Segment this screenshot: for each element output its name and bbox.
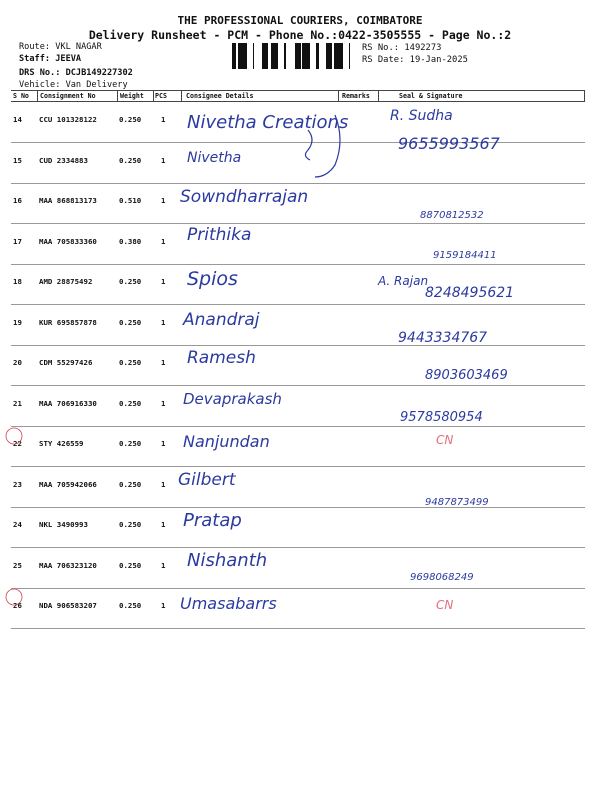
row-sno: 19 [13, 317, 22, 327]
row-weight: 0.250 [119, 520, 142, 529]
row-consignment-no: MAA 706323120 [39, 560, 97, 570]
row-weight: 0.510 [119, 196, 142, 205]
company-title: THE PROFESSIONAL COURIERS, COIMBATORE [177, 14, 423, 27]
row-pcs: 1 [161, 317, 166, 327]
col-consignee: Consignee Details [186, 92, 254, 100]
row-weight: 0.250 [119, 115, 142, 124]
handwritten-signature: R. Sudha [390, 108, 453, 124]
vehicle-label: Vehicle: Van Delivery [19, 80, 128, 90]
row-sno: 26 [13, 601, 22, 610]
row-pcs: 1 [161, 115, 166, 124]
circle-mark-22 [6, 428, 22, 444]
row-consignment-no: NKL 3490993 [39, 520, 88, 529]
row-sno: 23 [13, 479, 22, 489]
brace-mark [305, 130, 312, 160]
handwritten-consignee: Umasabarrs [180, 594, 277, 613]
handwritten-consignee: Spios [187, 268, 238, 290]
handwritten-phone: 9159184411 [433, 250, 497, 261]
handwritten-consignee: Anandraj [183, 310, 260, 330]
row-weight: 0.250 [119, 601, 142, 610]
row-pcs: 1 [161, 155, 166, 165]
handwritten-consignee: Devaprakash [183, 390, 282, 408]
handwritten-phone: 8903603469 [425, 368, 508, 383]
row-consignment-no: STY 426559 [39, 439, 84, 448]
handwritten-cn-mark: CN [436, 598, 454, 612]
row-weight: 0.250 [119, 479, 142, 489]
row-weight: 0.250 [119, 155, 142, 165]
row-weight: 0.250 [119, 317, 142, 327]
row-pcs: 1 [161, 398, 166, 408]
handwritten-phone: 9578580954 [400, 410, 483, 425]
row-consignment-no: MAA 705833360 [39, 236, 97, 246]
row-pcs: 1 [161, 520, 166, 529]
row-consignment-no: CDM 55297426 [39, 358, 93, 367]
drs-label: DRS No.: DCJB149227302 [19, 68, 133, 78]
row-sno: 15 [13, 155, 22, 165]
handwritten-signature: A. Rajan [378, 274, 429, 288]
row-consignment-no: MAA 705942066 [39, 479, 97, 489]
handwritten-consignee: Gilbert [178, 470, 236, 490]
staff-label: Staff: JEEVA [19, 54, 82, 64]
col-consignment: Consignment No [40, 92, 96, 100]
row-pcs: 1 [161, 601, 166, 610]
row-pcs: 1 [161, 479, 166, 489]
handwritten-phone: 9443334767 [398, 330, 488, 346]
handwritten-consignee: Nivetha Creations [187, 112, 349, 133]
row-sno: 24 [13, 520, 22, 529]
row-sno: 22 [13, 439, 22, 448]
row-weight: 0.250 [119, 398, 142, 408]
handwritten-phone: 8870812532 [420, 210, 484, 221]
row-pcs: 1 [161, 358, 166, 367]
handwritten-consignee: Pratap [183, 510, 242, 531]
row-weight: 0.250 [119, 277, 142, 286]
row-weight: 0.250 [119, 439, 142, 448]
row-consignment-no: MAA 868813173 [39, 196, 97, 205]
row-consignment-no: CUD 2334883 [39, 155, 88, 165]
row-pcs: 1 [161, 236, 166, 246]
handwritten-consignee: Nanjundan [183, 432, 270, 451]
row-sno: 14 [13, 115, 22, 124]
handwritten-consignee: Sowndharrajan [180, 187, 309, 207]
runsheet-subtitle: Delivery Runsheet - PCM - Phone No.:0422-3505555 - Page No.:2 [88, 28, 512, 42]
handwritten-phone: 9698068249 [410, 572, 474, 583]
handwritten-phone: 9487873499 [425, 497, 489, 508]
handwritten-phone: 9655993567 [398, 134, 500, 153]
row-weight: 0.250 [119, 358, 142, 367]
row-sno: 21 [13, 398, 22, 408]
row-consignment-no: NDA 906583207 [39, 601, 97, 610]
col-seal: Seal & Signature [399, 92, 463, 100]
row-consignment-no: CCU 101328122 [39, 115, 97, 124]
row-pcs: 1 [161, 439, 166, 448]
handwritten-consignee: Ramesh [187, 348, 256, 368]
row-consignment-no: AMD 28875492 [39, 277, 93, 286]
circle-mark-26 [6, 589, 22, 605]
col-remarks: Remarks [342, 92, 370, 100]
row-consignment-no: KUR 695857878 [39, 317, 97, 327]
rs-date: RS Date: 19-Jan-2025 [362, 55, 468, 65]
handwritten-consignee: Nishanth [187, 550, 268, 571]
col-pcs: PCS [155, 92, 167, 100]
row-pcs: 1 [161, 560, 166, 570]
row-consignment-no: MAA 706916330 [39, 398, 97, 408]
row-sno: 16 [13, 196, 22, 205]
row-pcs: 1 [161, 277, 166, 286]
row-sno: 25 [13, 560, 22, 570]
row-sno: 20 [13, 358, 22, 367]
col-weight: Weight [120, 92, 144, 100]
handwritten-cn-mark: CN [436, 433, 454, 447]
row-sno: 18 [13, 277, 22, 286]
col-sno: S No [13, 92, 29, 100]
row-sno: 17 [13, 236, 22, 246]
row-pcs: 1 [161, 196, 166, 205]
row-weight: 0.250 [119, 560, 142, 570]
route-label: Route: VKL NAGAR [19, 42, 102, 52]
rs-number: RS No.: 1492273 [362, 43, 442, 53]
row-weight: 0.380 [119, 236, 142, 246]
handwritten-consignee: Nivetha [187, 150, 242, 166]
handwritten-phone: 8248495621 [425, 285, 515, 301]
handwritten-consignee: Prithika [187, 225, 252, 245]
